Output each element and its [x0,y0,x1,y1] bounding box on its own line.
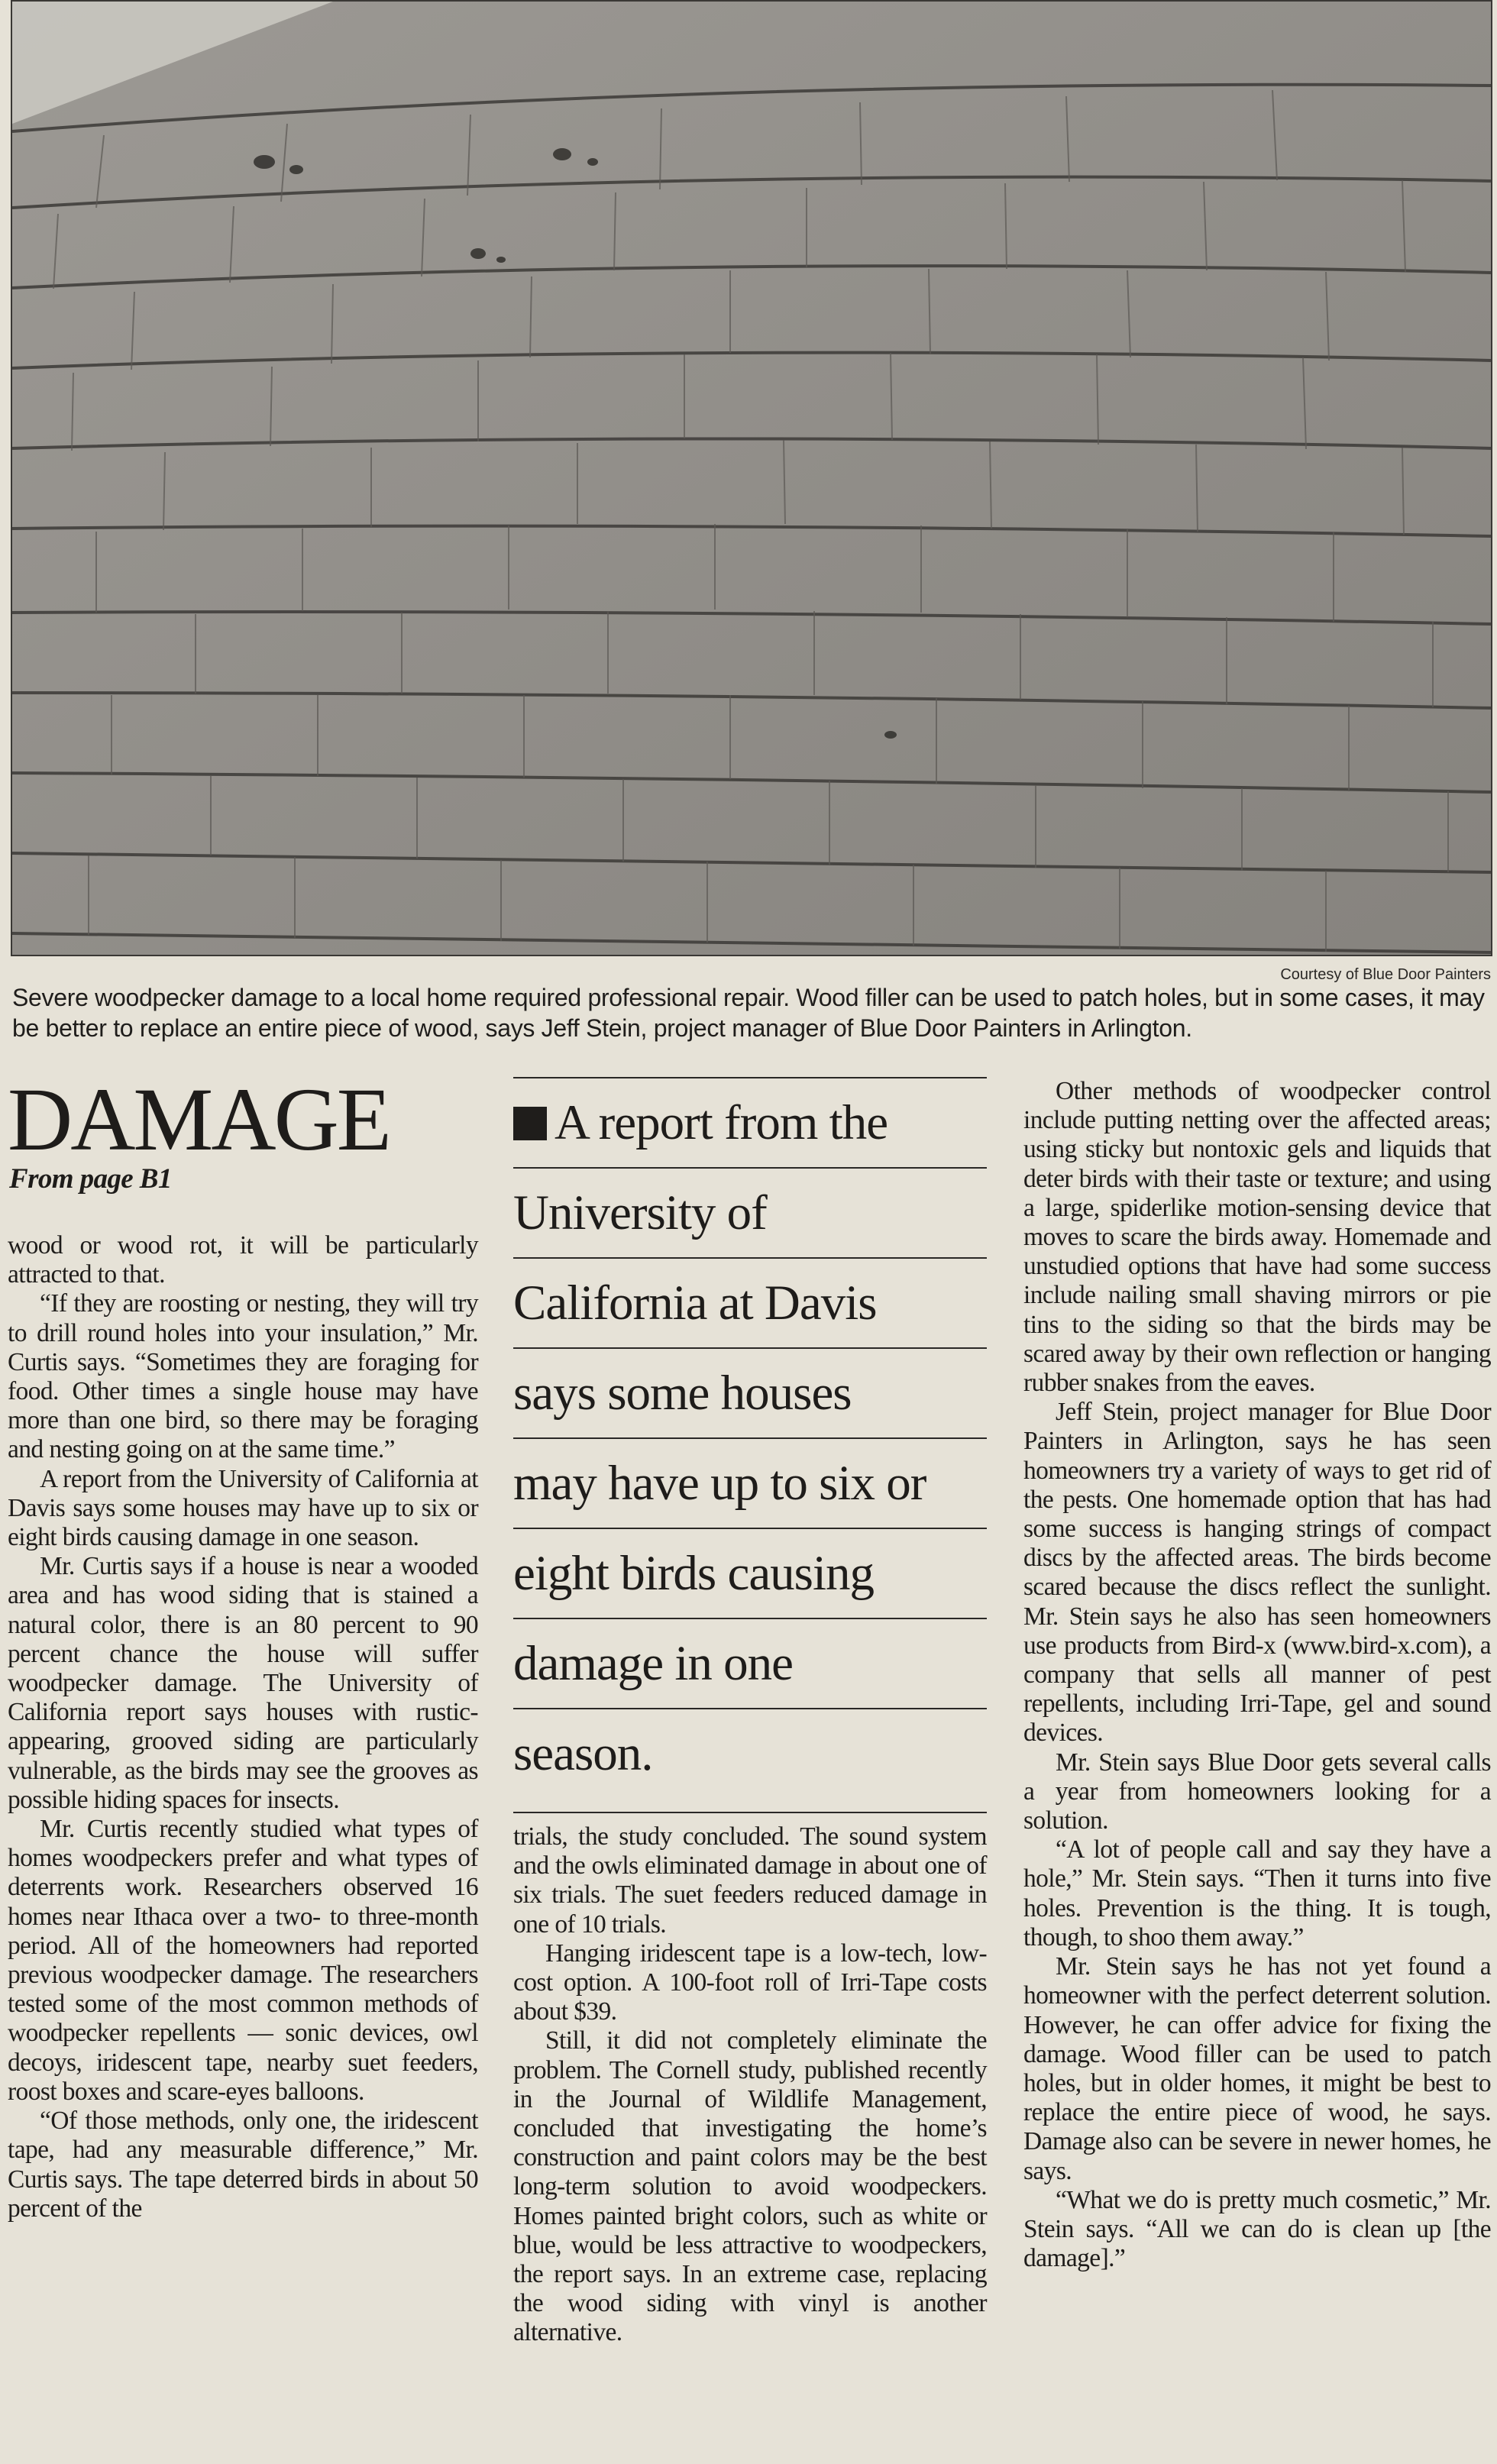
paragraph: Mr. Stein says he has not yet found a homeowner with the perfect deterrent solution. However, he can offer advice for fixing the damage. Wood filler can be used to patch holes, but in older homes, it might be best to replace the entire piece of wood, he says. Damage also can be severe in newer homes, he says. [1023,1952,1491,2185]
paragraph: “What we do is pretty much cosmetic,” Mr. Stein says. “All we can do is clean up [the damage].” [1023,2185,1491,2273]
pull-quote-line: University of [513,1169,987,1259]
paragraph: Mr. Curtis recently studied what types of homes woodpeckers prefer and what types of deterrents work. Researchers observed 16 homes near Ithaca over a two- to three-month period. All of the homeowners had reported previous woodpecker damage. The researchers tested some of the most common methods of woodpecker repellents — sonic devices, owl decoys, iridescent tape, nearby suet feeders, roost boxes and scare-eyes balloons. [8,1815,478,2106]
paragraph: “Of those methods, only one, the iridescent tape, had any measurable difference,” Mr. Curtis says. The tape deterred birds in about 50 percent of the [8,2107,478,2223]
paragraph: A report from the University of California at Davis says some houses may have up to six or eight birds causing damage in one season. [8,1464,478,1552]
pull-quote-rule [513,1812,987,1813]
paragraph: Jeff Stein, project manager for Blue Door Painters in Arlington, says he has seen homeowners try a variety of ways to get rid of the pests. One homemade option that has had some success is hanging strings of compact discs by the affected areas. The birds become scared because the discs reflect the sunlight. Mr. Stein says he also has seen homeowners use products from Bird-x (www.bird-x.com), a company that sells all manner of pest repellents, including Irri-Tape, gel and sound devices. [1023,1398,1491,1748]
article-column-3 [1023,1077,1491,2273]
paragraph: “A lot of people call and say they have a hole,” Mr. Stein says. “Then it turns into five holes. Prevention is the thing. It is tough, though, to shoo them away.” [1023,1835,1491,1951]
headline: DAMAGE [8,1069,390,1169]
jump-line: From page B1 [9,1163,172,1195]
paragraph: “If they are roosting or nesting, they will try to drill round holes into your insulation,” Mr. Curtis says. “Sometimes they are foraging for food. Other times a single house may have more than one bird, so there may be foraging and nesting going on at the same time.” [8,1289,478,1464]
bullet-square-icon [513,1107,547,1140]
article-column-2 [513,1077,987,2348]
pull-quote-line: may have up to six or [513,1439,987,1529]
pull-quote-line: damage in one [513,1619,987,1709]
pull-quote [513,1077,987,1798]
paragraph: wood or wood rot, it will be particularly attracted to that. [8,1231,478,1289]
siding-damage-photo [11,0,1492,956]
pull-quote-line: A report from the [513,1078,987,1169]
paragraph: Mr. Curtis says if a house is near a wooded area and has wood siding that is stained a natural color, there is an 80 percent to 90 percent chance the house will suffer woodpecker damage. The University of California report says houses with rustic-appearing, grooved siding are particularly vulnerable, as the birds may see the grooves as possible hiding spaces for insects. [8,1552,478,1814]
paragraph: Other methods of woodpecker control include putting netting over the affected areas; using sticky but nontoxic gels and liquids that deter birds with their taste or texture; and using a large, spiderlike motion-sensing device that moves to scare the birds away. Homemade and unstudied options that have had some success include nailing small shaving mirrors or pie tins to the siding so that the birds may be scared away by their own reflection or hanging rubber snakes from the eaves. [1023,1077,1491,1398]
pull-quote-line: says some houses [513,1349,987,1439]
photo-caption: Severe woodpecker damage to a local home required professional repair. Wood filler can be used to patch holes, but in some cases, it may be better to replace an entire piece of wood, says Jeff Stein, project manager of Blue Door Painters in Arlington. [12,984,1485,1042]
photo-credit: Courtesy of Blue Door Painters [1280,966,1491,983]
pull-quote-line: season. [513,1726,653,1781]
article-column-1 [8,1069,478,2223]
paragraph: Mr. Stein says Blue Door gets several calls a year from homeowners looking for a solution. [1023,1748,1491,1835]
pull-quote-line: eight birds causing [513,1529,987,1619]
paragraph: Hanging iridescent tape is a low-tech, low-cost option. A 100-foot roll of Irri-Tape costs about $39. [513,1939,987,2026]
paragraph: trials, the study concluded. The sound system and the owls eliminated damage in about one of six trials. The suet feeders reduced damage in one of 10 trials. [513,1822,987,1939]
pull-quote-line: California at Davis [513,1259,987,1349]
wood-siding-illustration [12,2,1491,955]
paragraph: Still, it did not completely eliminate the problem. The Cornell study, published recently in the Journal of Wildlife Management, concluded that investigating the home’s construction and paint colors may be the best long-term solution to avoid woodpeckers. Homes painted bright colors, such as white or blue, would be less attractive to woodpeckers, the report says. In an extreme case, replacing the wood siding with vinyl is another alternative. [513,2026,987,2347]
